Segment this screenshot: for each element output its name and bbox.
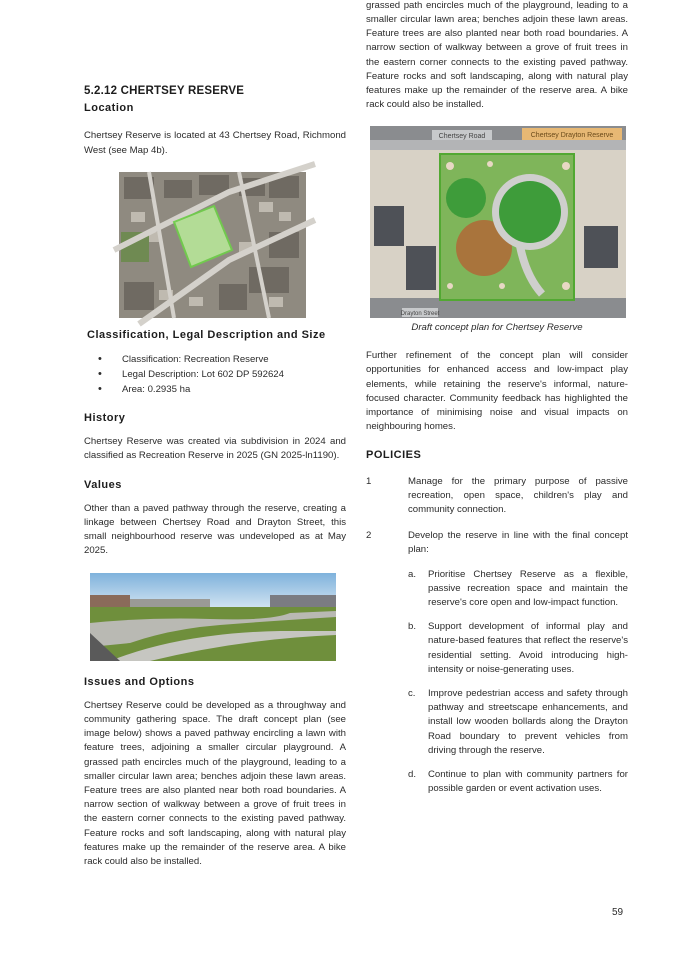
concept-plan-image bbox=[370, 126, 626, 318]
page-number: 59 bbox=[612, 907, 624, 918]
subitem-text: Continue to plan with community partners for possible garden or event activation uses. bbox=[428, 769, 628, 795]
values-text: Other than a paved pathway through the reserve, creating a linkage between Chertsey Road and Drayton Street, this small neighbourhood reserve was undeveloped as at May 2025. bbox=[84, 502, 346, 557]
issues-heading: Issues and Options bbox=[84, 675, 195, 688]
aerial-map-graphic bbox=[119, 172, 306, 318]
issues-text: Chertsey Reserve could be developed as a throughway and community gathering space. The draft concept plan (see image below) shows a paved pathway encircling a lawn with feature trees, adjoining a smaller circular playground. A grassed path encircles much of the playground, leading to a smaller circular lawn area; benches adjoin these lawn areas. Feature trees are also planted near both road boundaries. A narrow section of walkway between a grove of fruit trees in the eastern corner connects to the existing paved pathway. Feature rocks and soft landscaping, along with natural play features make up the remainder of the reserve area. A bike rack could also be installed. bbox=[84, 699, 346, 868]
concept-plan-caption: Draft concept plan for Chertsey Reserve bbox=[411, 322, 583, 333]
history-text: Chertsey Reserve was created via subdivision in 2024 and classified as Recreation Reserve in 2025 (GN 2025-ln1190). bbox=[84, 436, 346, 462]
subitem-text: Prioritise Chertsey Reserve as a flexible, passive recreation space and maintain the reserve's core open and low-impact function. bbox=[428, 568, 628, 609]
subitem-letter: c. bbox=[408, 688, 416, 700]
subitem-letter: b. bbox=[408, 621, 417, 633]
policy-number: 1 bbox=[366, 475, 372, 487]
policy-item-1 bbox=[366, 475, 628, 518]
location-heading: Location bbox=[84, 102, 134, 115]
road-label-top: Chertsey Road bbox=[438, 133, 486, 140]
section-heading: 5.2.12 CHERTSEY RESERVE bbox=[84, 85, 245, 97]
list-item: • Classification: Recreation Reserve bbox=[84, 352, 346, 367]
aerial-map-image bbox=[119, 172, 306, 318]
list-item: • Area: 0.2935 ha bbox=[84, 382, 346, 397]
left-column bbox=[84, 84, 346, 868]
site-photo-image bbox=[90, 573, 336, 661]
policies-heading: POLICIES bbox=[366, 449, 422, 462]
list-item: • Legal Description: Lot 602 DP 592624 bbox=[84, 367, 346, 382]
right-column bbox=[366, 0, 628, 796]
location-text: Chertsey Reserve is located at 43 Chertsey Road, Richmond West (see Map 4b). bbox=[84, 130, 346, 156]
policy-subitem-a bbox=[366, 568, 628, 611]
values-heading: Values bbox=[84, 478, 122, 491]
subitem-text: Improve pedestrian access and safety through pathway and streetscape enhancements, and install low wooden bollards along the Drayton Road boundary to prevent vehicles from driving through the reserve. bbox=[428, 688, 628, 756]
subitem-letter: a. bbox=[408, 568, 417, 580]
refinement-text: Further refinement of the concept plan will consider opportunities for enhanced access and low-impact play elements, while retaining the reserve's informal, nature-focused character. Community feedback has highlighted the importance of minimising noise and visual impacts on neighbouring homes. bbox=[366, 350, 628, 433]
subitem-letter: d. bbox=[408, 769, 417, 781]
policy-text: Manage for the primary purpose of passive recreation, open space, children's play and community connection. bbox=[408, 475, 628, 516]
policy-number: 2 bbox=[366, 530, 372, 542]
issues-text-continued-inner: grassed path encircles much of the playground, leading to a smaller circular lawn area; benches adjoin these lawn areas. Feature trees are also planted near both road boundaries. A narrow section of walkway between a grove of fruit trees in the eastern corner connects to the existing paved pathway. Feature rocks and soft landscaping, along with natural play features make up the remainder of the reserve area. A bike rack could also be installed. bbox=[366, 0, 628, 111]
policy-subitem-b bbox=[366, 620, 628, 677]
classification-heading: Classification, Legal Description and Size bbox=[87, 328, 326, 341]
policy-text: Develop the reserve in line with the final concept plan: bbox=[408, 530, 628, 556]
policy-item-2 bbox=[366, 529, 628, 557]
reserve-label: Chertsey Drayton Reserve bbox=[530, 132, 614, 139]
issues-text-continued bbox=[366, 0, 628, 112]
policy-subitem-c bbox=[366, 687, 628, 758]
history-heading: History bbox=[84, 412, 126, 425]
classification-list bbox=[84, 352, 346, 397]
concept-plan-graphic bbox=[370, 126, 626, 318]
subitem-text: Support development of informal play and nature-based features that reflect the reserve's residential setting. Avoid introducing high-intensity or noise-generating uses. bbox=[428, 621, 628, 675]
policy-subitem-d bbox=[366, 768, 628, 796]
road-label-bottom: Drayton Street bbox=[400, 311, 440, 317]
site-photo-graphic bbox=[90, 573, 336, 661]
